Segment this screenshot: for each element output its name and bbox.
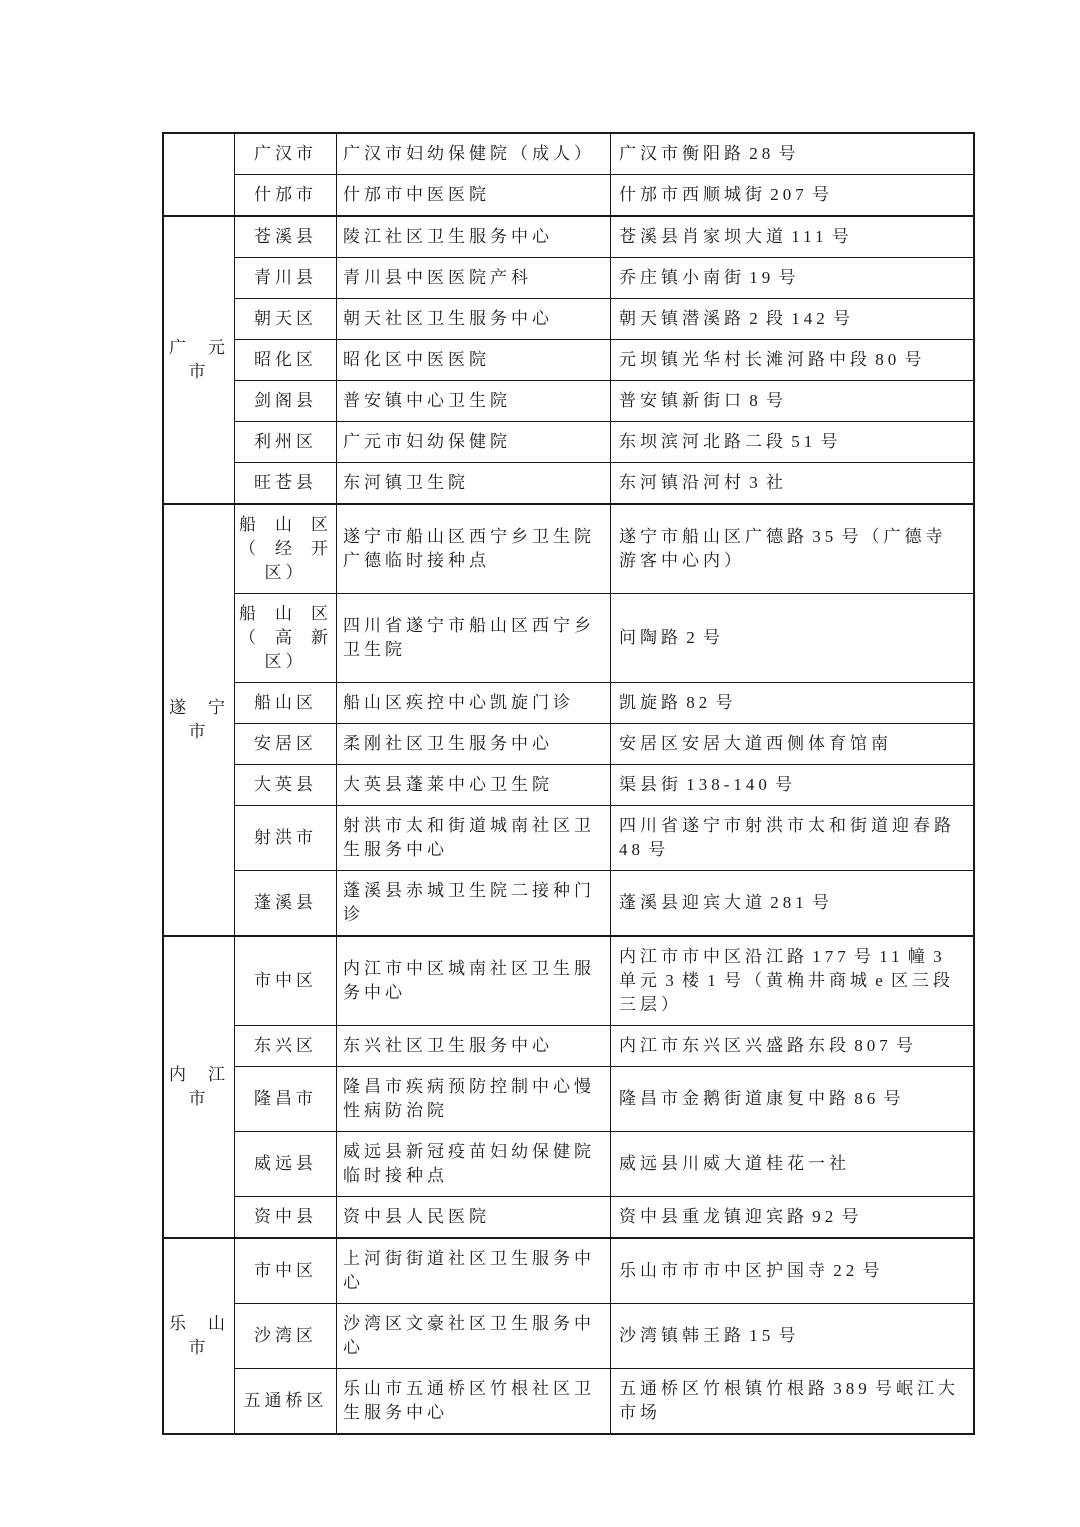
facility-cell: 乐山市五通桥区竹根社区卫生服务中心 — [337, 1369, 611, 1435]
table-row — [163, 340, 974, 381]
table-row — [163, 936, 974, 1026]
district-cell: 威远县 — [235, 1132, 337, 1197]
district-cell: 船山区 — [235, 683, 337, 724]
address-cell: 东河镇沿河村 3 社 — [611, 463, 975, 505]
address-cell: 什邡市西顺城街 207 号 — [611, 175, 975, 217]
district-cell: 什邡市 — [235, 175, 337, 217]
address-cell: 凯旋路 82 号 — [611, 683, 975, 724]
district-cell: 安居区 — [235, 724, 337, 765]
district-cell: 船山区（经开区） — [235, 504, 337, 594]
facility-cell: 船山区疾控中心凯旋门诊 — [337, 683, 611, 724]
table-row — [163, 806, 974, 871]
table-row — [163, 504, 974, 594]
city-cell — [163, 133, 235, 216]
address-cell: 东坝滨河北路二段 51 号 — [611, 422, 975, 463]
facility-cell: 广汉市妇幼保健院（成人） — [337, 133, 611, 175]
city-cell: 乐山市 — [163, 1238, 235, 1434]
vaccination-sites-table-body — [163, 133, 974, 1434]
address-cell: 内江市东兴区兴盛路东段 807 号 — [611, 1026, 975, 1067]
district-cell: 蓬溪县 — [235, 871, 337, 937]
table-row — [163, 683, 974, 724]
facility-cell: 柔刚社区卫生服务中心 — [337, 724, 611, 765]
facility-cell: 什邡市中医医院 — [337, 175, 611, 217]
address-cell: 四川省遂宁市射洪市太和街道迎春路 48 号 — [611, 806, 975, 871]
district-cell: 五通桥区 — [235, 1369, 337, 1435]
facility-cell: 四川省遂宁市船山区西宁乡卫生院 — [337, 594, 611, 683]
facility-cell: 沙湾区文豪社区卫生服务中心 — [337, 1304, 611, 1369]
facility-cell: 朝天社区卫生服务中心 — [337, 299, 611, 340]
table-row — [163, 216, 974, 258]
district-cell: 沙湾区 — [235, 1304, 337, 1369]
address-cell: 乐山市市市中区护国寺 22 号 — [611, 1238, 975, 1304]
table-row — [163, 871, 974, 937]
facility-cell: 射洪市太和街道城南社区卫生服务中心 — [337, 806, 611, 871]
address-cell: 广汉市衡阳路 28 号 — [611, 133, 975, 175]
address-cell: 隆昌市金鹅街道康复中路 86 号 — [611, 1067, 975, 1132]
district-cell: 射洪市 — [235, 806, 337, 871]
district-cell: 剑阁县 — [235, 381, 337, 422]
facility-cell: 遂宁市船山区西宁乡卫生院广德临时接种点 — [337, 504, 611, 594]
district-cell: 船山区（高新区） — [235, 594, 337, 683]
table-row — [163, 1238, 974, 1304]
district-cell: 资中县 — [235, 1197, 337, 1239]
city-cell: 内江市 — [163, 936, 235, 1238]
table-row — [163, 299, 974, 340]
facility-cell: 大英县蓬莱中心卫生院 — [337, 765, 611, 806]
district-cell: 市中区 — [235, 936, 337, 1026]
table-row — [163, 1304, 974, 1369]
district-cell: 青川县 — [235, 258, 337, 299]
district-cell: 东兴区 — [235, 1026, 337, 1067]
address-cell: 乔庄镇小南街 19 号 — [611, 258, 975, 299]
table-row — [163, 463, 974, 505]
district-cell: 昭化区 — [235, 340, 337, 381]
district-cell: 市中区 — [235, 1238, 337, 1304]
facility-cell: 普安镇中心卫生院 — [337, 381, 611, 422]
table-row — [163, 765, 974, 806]
district-cell: 隆昌市 — [235, 1067, 337, 1132]
table-row — [163, 1026, 974, 1067]
facility-cell: 资中县人民医院 — [337, 1197, 611, 1239]
address-cell: 普安镇新街口 8 号 — [611, 381, 975, 422]
table-row — [163, 1067, 974, 1132]
table-row — [163, 1132, 974, 1197]
facility-cell: 东兴社区卫生服务中心 — [337, 1026, 611, 1067]
address-cell: 渠县街 138-140 号 — [611, 765, 975, 806]
table-row — [163, 594, 974, 683]
district-cell: 利州区 — [235, 422, 337, 463]
table-row — [163, 724, 974, 765]
district-cell: 苍溪县 — [235, 216, 337, 258]
facility-cell: 青川县中医医院产科 — [337, 258, 611, 299]
district-cell: 旺苍县 — [235, 463, 337, 505]
table-row — [163, 175, 974, 217]
district-cell: 朝天区 — [235, 299, 337, 340]
table-row — [163, 258, 974, 299]
facility-cell: 广元市妇幼保健院 — [337, 422, 611, 463]
address-cell: 安居区安居大道西侧体育馆南 — [611, 724, 975, 765]
table-row — [163, 1369, 974, 1435]
facility-cell: 陵江社区卫生服务中心 — [337, 216, 611, 258]
address-cell: 资中县重龙镇迎宾路 92 号 — [611, 1197, 975, 1239]
table-row — [163, 1197, 974, 1239]
facility-cell: 东河镇卫生院 — [337, 463, 611, 505]
facility-cell: 隆昌市疾病预防控制中心慢性病防治院 — [337, 1067, 611, 1132]
address-cell: 威远县川威大道桂花一社 — [611, 1132, 975, 1197]
table-row — [163, 381, 974, 422]
address-cell: 蓬溪县迎宾大道 281 号 — [611, 871, 975, 937]
city-cell: 广元市 — [163, 216, 235, 504]
facility-cell: 内江市中区城南社区卫生服务中心 — [337, 936, 611, 1026]
address-cell: 苍溪县肖家坝大道 111 号 — [611, 216, 975, 258]
address-cell: 沙湾镇韩王路 15 号 — [611, 1304, 975, 1369]
facility-cell: 威远县新冠疫苗妇幼保健院临时接种点 — [337, 1132, 611, 1197]
address-cell: 问陶路 2 号 — [611, 594, 975, 683]
address-cell: 遂宁市船山区广德路 35 号（广德寺游客中心内） — [611, 504, 975, 594]
table-row — [163, 133, 974, 175]
address-cell: 五通桥区竹根镇竹根路 389 号岷江大市场 — [611, 1369, 975, 1435]
facility-cell: 蓬溪县赤城卫生院二接种门诊 — [337, 871, 611, 937]
facility-cell: 上河街街道社区卫生服务中心 — [337, 1238, 611, 1304]
address-cell: 元坝镇光华村长滩河路中段 80 号 — [611, 340, 975, 381]
district-cell: 广汉市 — [235, 133, 337, 175]
table-row — [163, 422, 974, 463]
city-cell: 遂宁市 — [163, 504, 235, 936]
facility-cell: 昭化区中医医院 — [337, 340, 611, 381]
address-cell: 朝天镇潜溪路 2 段 142 号 — [611, 299, 975, 340]
district-cell: 大英县 — [235, 765, 337, 806]
address-cell: 内江市市中区沿江路 177 号 11 幢 3 单元 3 楼 1 号（黄桷井商城 e 区三段三层） — [611, 936, 975, 1026]
vaccination-sites-table — [162, 132, 975, 1435]
